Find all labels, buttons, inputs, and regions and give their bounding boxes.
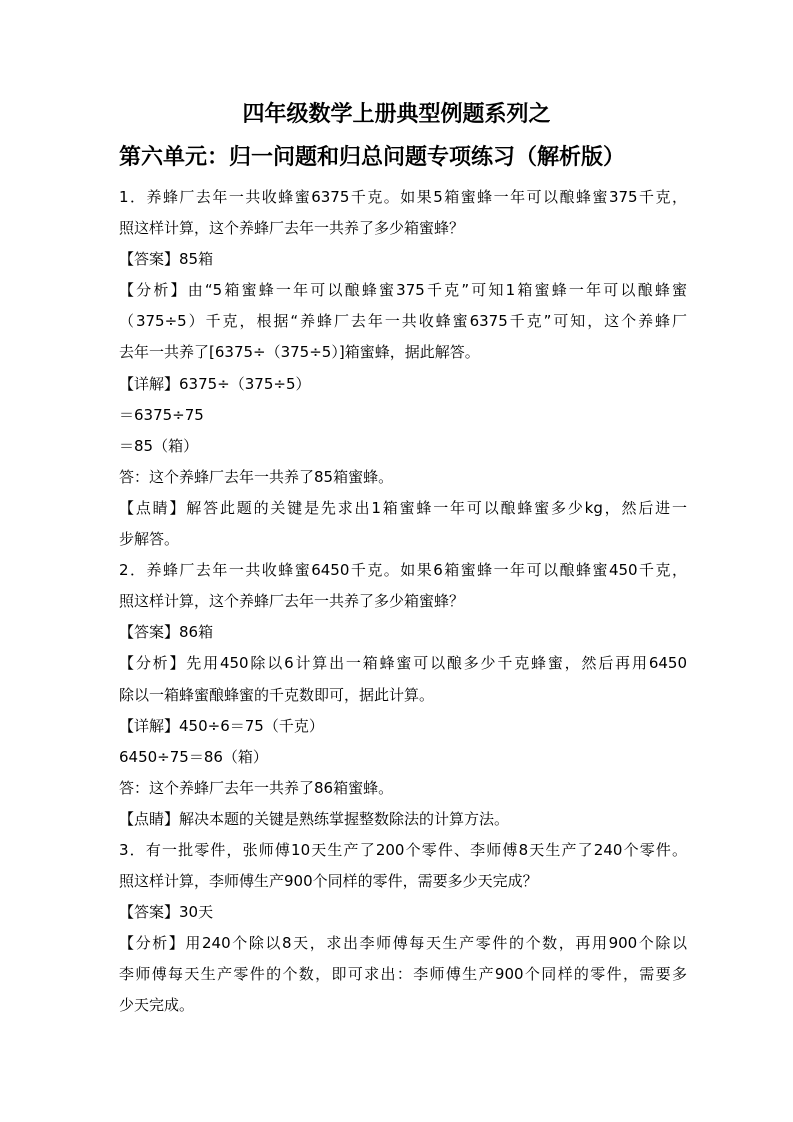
analysis-3: 【分析】用240个除以8天，求出李师傅每天生产零件的个数，再用900个除以 [119, 934, 687, 953]
analysis-2: 除以一箱蜂蜜酿蜂蜜的千克数即可，据此计算。 [119, 685, 435, 704]
solution-2: 【详解】450÷6＝75（千克） [119, 716, 324, 735]
question-2-text: 照这样计算，这个养蜂厂去年一共养了多少箱蜜蜂？ [119, 592, 465, 611]
comment-1: 步解答。 [119, 530, 180, 549]
question-1-text: 照这样计算，这个养蜂厂去年一共养了多少箱蜜蜂？ [119, 219, 465, 238]
document-subtitle: 第六单元：归一问题和归总问题专项练习（解析版） [119, 145, 626, 170]
analysis-3: 李师傅每天生产零件的个数，即可求出：李师傅生产900个同样的零件，需要多 [119, 965, 687, 984]
analysis-1: 去年一共养了[6375÷（375÷5）]箱蜜蜂，据此解答。 [119, 343, 480, 362]
question-3-text: 3．有一批零件，张师傅10天生产了200个零件、李师傅8天生产了240个零件。 [119, 840, 687, 859]
solution-1: ＝6375÷75 [119, 405, 204, 424]
comment-2: 【点睛】解决本题的关键是熟练掌握整数除法的计算方法。 [119, 809, 510, 828]
solution-2: 6450÷75＝86（箱） [119, 747, 268, 766]
analysis-3: 少天完成。 [119, 996, 195, 1015]
question-2-text: 2．养蜂厂去年一共收蜂蜜6450千克。如果6箱蜜蜂一年可以酿蜂蜜450千克， [119, 561, 687, 580]
answer-1: 【答案】85箱 [119, 250, 214, 269]
document-title: 四年级数学上册典型例题系列之 [242, 102, 551, 127]
document-body [119, 185, 687, 1025]
answer-3: 【答案】30天 [119, 903, 214, 922]
analysis-2: 【分析】先用450除以6计算出一箱蜂蜜可以酿多少千克蜂蜜，然后再用6450 [119, 654, 687, 673]
comment-1: 【点睛】解答此题的关键是先求出1箱蜜蜂一年可以酿蜂蜜多少kg，然后进一 [119, 498, 687, 517]
question-1-text: 1．养蜂厂去年一共收蜂蜜6375千克。如果5箱蜜蜂一年可以酿蜂蜜375千克， [119, 188, 687, 206]
reply-1: 答：这个养蜂厂去年一共养了85箱蜜蜂。 [119, 467, 394, 486]
question-3-text: 照这样计算，李师傅生产900个同样的零件，需要多少天完成？ [119, 872, 538, 891]
reply-2: 答：这个养蜂厂去年一共养了86箱蜜蜂。 [119, 778, 394, 797]
analysis-1: （375÷5）千克，根据“养蜂厂去年一共收蜂蜜6375千克”可知，这个养蜂厂 [119, 312, 687, 331]
solution-1: ＝85（箱） [119, 436, 199, 455]
solution-1: 【详解】6375÷（375÷5） [119, 374, 311, 393]
answer-2: 【答案】86箱 [119, 623, 214, 642]
analysis-1: 【分析】由“5箱蜜蜂一年可以酿蜂蜜375千克”可知1箱蜜蜂一年可以酿蜂蜜 [119, 281, 687, 300]
